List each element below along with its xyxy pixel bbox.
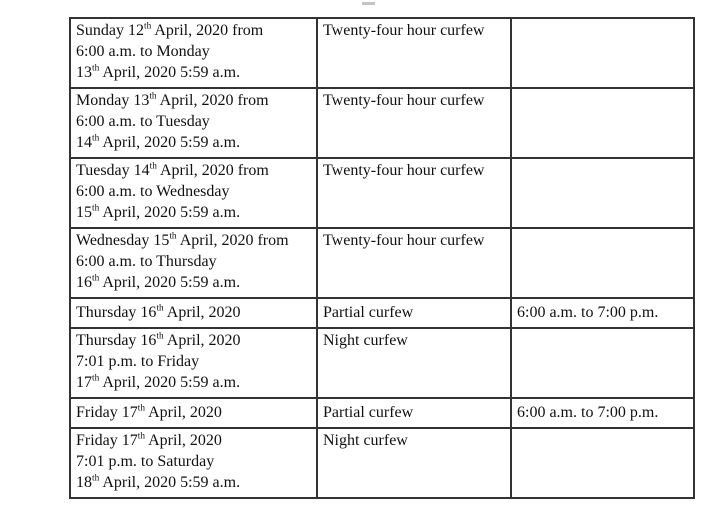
curfew-type-cell: [317, 328, 511, 398]
date-range-line: 6:00 a.m. to Tuesday: [76, 113, 210, 130]
curfew-type-label: Partial curfew: [323, 304, 414, 321]
table-row: [70, 428, 694, 498]
curfew-schedule-table: [69, 17, 695, 499]
curfew-type-label: Night curfew: [323, 332, 408, 349]
date-range-line: 18th April, 2020 5:59 a.m.: [76, 473, 241, 491]
curfew-type-label: Partial curfew: [323, 404, 414, 421]
date-range-line: 14th April, 2020 5:59 a.m.: [76, 133, 241, 151]
curfew-hours-cell: [511, 158, 694, 228]
ordinal-superscript: th: [137, 431, 145, 442]
curfew-type-label: Night curfew: [323, 432, 408, 449]
date-range-cell: [70, 298, 317, 328]
ordinal-superscript: th: [169, 231, 177, 242]
table-row: [70, 158, 694, 228]
curfew-type-cell: [317, 298, 511, 328]
table-row: [70, 18, 694, 88]
curfew-type-label: Twenty-four hour curfew: [323, 162, 485, 179]
curfew-hours-cell: [511, 228, 694, 298]
curfew-type-label: Twenty-four hour curfew: [323, 232, 485, 249]
ordinal-superscript: th: [92, 373, 100, 384]
curfew-hours-label: 6:00 a.m. to 7:00 p.m.: [517, 304, 659, 321]
curfew-hours-cell: [511, 398, 694, 428]
curfew-type-cell: [317, 398, 511, 428]
table-row: [70, 88, 694, 158]
ordinal-superscript: th: [144, 21, 152, 32]
date-range-line: 16th April, 2020 5:59 a.m.: [76, 273, 241, 291]
date-range-cell: [70, 228, 317, 298]
curfew-type-cell: [317, 158, 511, 228]
date-range-line: Friday 17th April, 2020: [76, 431, 222, 449]
curfew-type-label: Twenty-four hour curfew: [323, 22, 485, 39]
date-range-cell: [70, 398, 317, 428]
date-range-line: Thursday 16th April, 2020: [76, 303, 241, 321]
ordinal-superscript: th: [149, 91, 157, 102]
date-range-cell: [70, 158, 317, 228]
date-range-line: 7:01 p.m. to Saturday: [76, 453, 215, 470]
date-range-line: Friday 17th April, 2020: [76, 403, 222, 421]
page-top-scan-artifact: [362, 2, 375, 5]
curfew-hours-cell: [511, 328, 694, 398]
curfew-hours-cell: [511, 298, 694, 328]
ordinal-superscript: th: [137, 403, 145, 414]
date-range-line: 6:00 a.m. to Thursday: [76, 253, 217, 270]
table-row: [70, 398, 694, 428]
ordinal-superscript: th: [92, 273, 100, 284]
curfew-type-cell: [317, 228, 511, 298]
curfew-type-cell: [317, 428, 511, 498]
curfew-type-cell: [317, 18, 511, 88]
date-range-line: 17th April, 2020 5:59 a.m.: [76, 373, 241, 391]
curfew-type-label: Twenty-four hour curfew: [323, 92, 485, 109]
date-range-line: Sunday 12th April, 2020 from: [76, 21, 264, 39]
table-row: [70, 228, 694, 298]
date-range-line: 15th April, 2020 5:59 a.m.: [76, 203, 241, 221]
ordinal-superscript: th: [92, 63, 100, 74]
date-range-line: Tuesday 14th April, 2020 from: [76, 161, 269, 179]
curfew-hours-cell: [511, 88, 694, 158]
date-range-cell: [70, 88, 317, 158]
date-range-line: 6:00 a.m. to Wednesday: [76, 183, 230, 200]
curfew-type-cell: [317, 88, 511, 158]
date-range-line: 13th April, 2020 5:59 a.m.: [76, 63, 241, 81]
curfew-hours-cell: [511, 428, 694, 498]
date-range-cell: [70, 18, 317, 88]
date-range-line: 6:00 a.m. to Monday: [76, 43, 210, 60]
ordinal-superscript: th: [92, 203, 100, 214]
ordinal-superscript: th: [149, 161, 157, 172]
date-range-line: Thursday 16th April, 2020: [76, 331, 241, 349]
table-row: [70, 328, 694, 398]
curfew-hours-label: 6:00 a.m. to 7:00 p.m.: [517, 404, 659, 421]
curfew-hours-cell: [511, 18, 694, 88]
date-range-line: 7:01 p.m. to Friday: [76, 353, 200, 370]
ordinal-superscript: th: [92, 473, 100, 484]
curfew-table-body: [70, 18, 694, 498]
date-range-cell: [70, 428, 317, 498]
ordinal-superscript: th: [92, 133, 100, 144]
ordinal-superscript: th: [156, 331, 164, 342]
ordinal-superscript: th: [156, 303, 164, 314]
date-range-cell: [70, 328, 317, 398]
date-range-line: Monday 13th April, 2020 from: [76, 91, 269, 109]
date-range-line: Wednesday 15th April, 2020 from: [76, 231, 289, 249]
table-row: [70, 298, 694, 328]
